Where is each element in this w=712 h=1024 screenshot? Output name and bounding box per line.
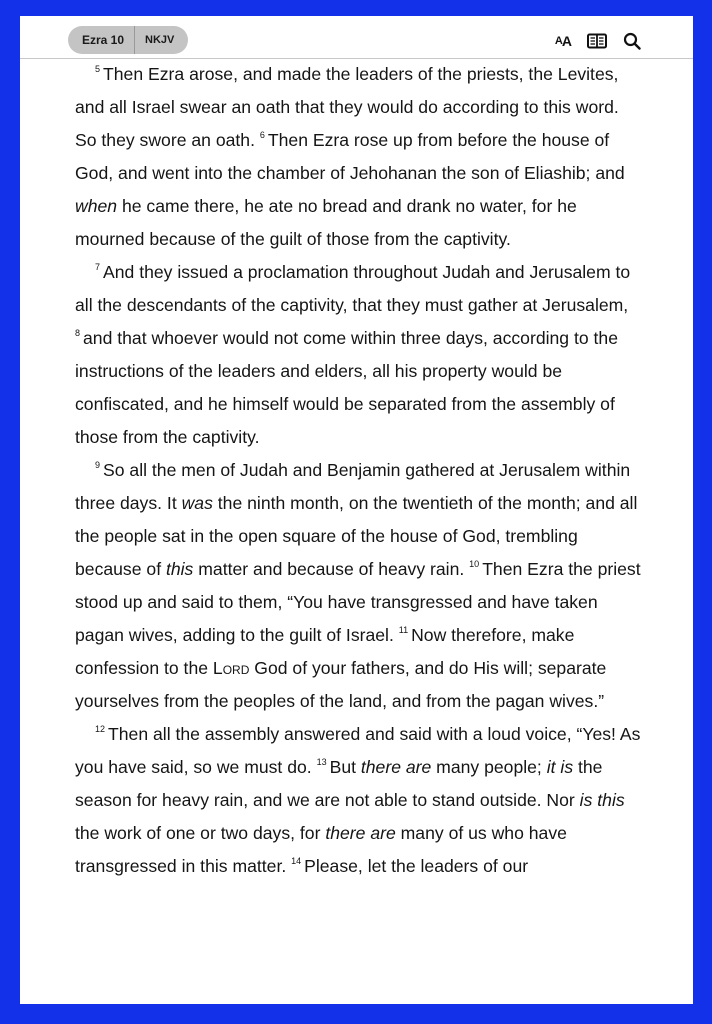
italic-text: there are <box>325 823 396 843</box>
verse-text: he came there, he ate no bread and drank no water, for he mourned because of the guilt of those from the captivity. <box>75 196 577 249</box>
verse-text: So all the men of Judah and Benjamin gathered at Jerusalem within three days. It <box>75 460 631 513</box>
search-icon[interactable] <box>623 30 641 52</box>
verse-number[interactable]: 7 <box>95 262 101 272</box>
italic-text: when <box>75 196 118 216</box>
italic-text: was <box>181 493 213 513</box>
verse-text: Please, let the leaders of our <box>304 856 529 876</box>
verse-text: Then all the assembly answered and said with a loud voice, “Yes! As you have said, so we must do. <box>75 724 641 777</box>
scripture-text <box>75 58 645 883</box>
verse-number[interactable]: 13 <box>316 757 327 767</box>
font-size-icon[interactable] <box>555 30 571 52</box>
italic-text: this <box>165 559 194 579</box>
reader-page <box>20 16 693 1004</box>
italic-text: it is <box>546 757 574 777</box>
paragraph <box>75 58 645 256</box>
verse-text: Then Ezra rose up from before the house of God, and went into the chamber of Jehohanan the son of Eliashib; and <box>75 130 625 183</box>
italic-text: is this <box>579 790 625 810</box>
verse-text: many of us who have transgressed in this matter. <box>75 823 567 876</box>
verse-text: But <box>329 757 361 777</box>
verse-number[interactable]: 8 <box>75 328 81 338</box>
verse-text: the work of one or two days, for <box>75 823 326 843</box>
version-button[interactable]: NKJV <box>145 34 175 46</box>
verse-text: And they issued a proclamation throughout Judah and Jerusalem to all the descendants of the captivity, that they must gather at Jerusalem, <box>75 262 631 315</box>
verse-text: matter and because of heavy rain. <box>193 559 465 579</box>
verse-text: Then Ezra the priest stood up and said to them, “You have transgressed and have taken pagan wives, adding to the guilt of Israel. <box>75 559 641 645</box>
paragraph <box>75 454 645 718</box>
verse-text: Now therefore, make confession to the <box>75 625 575 678</box>
verse-text: God of your fathers, and do His will; separate yourselves from the peoples of the land, and from the pagan wives.” <box>75 658 607 711</box>
verse-text: the ninth month, on the twentieth of the month; and all the people sat in the open square of the house of God, trembling because of <box>75 493 638 579</box>
verse-text: many people; <box>431 757 547 777</box>
top-bar <box>20 16 693 59</box>
divine-name: Lord <box>212 658 250 678</box>
verse-text: and that whoever would not come within three days, according to the instructions of the leaders and elders, all his property would be confiscated, and he himself would be separated from the assembly of those from the captivity. <box>75 328 618 447</box>
verse-number[interactable]: 11 <box>398 625 409 635</box>
verse-number[interactable]: 14 <box>291 856 302 866</box>
verse-number[interactable]: 12 <box>95 724 106 734</box>
passage-selector <box>68 26 188 54</box>
font-size-small-glyph: A <box>554 35 562 47</box>
verse-number[interactable]: 9 <box>95 460 101 470</box>
italic-text: there are <box>360 757 432 777</box>
book-chapter-button[interactable]: Ezra 10 <box>68 26 135 54</box>
verse-number[interactable]: 5 <box>95 64 101 74</box>
verse-number[interactable]: 6 <box>259 130 265 140</box>
verse-text: Then Ezra arose, and made the leaders of the priests, the Levites, and all Israel swear an oath that they would do according to this word. So they swore an oath. <box>75 64 619 150</box>
book-icon[interactable] <box>587 30 607 52</box>
toolbar <box>555 30 641 52</box>
verse-number[interactable]: 10 <box>469 559 480 569</box>
paragraph <box>75 718 645 883</box>
verse-text: the season for heavy rain, and we are not able to stand outside. Nor <box>75 757 603 810</box>
font-size-big-glyph: A <box>561 33 571 49</box>
paragraph <box>75 256 645 454</box>
